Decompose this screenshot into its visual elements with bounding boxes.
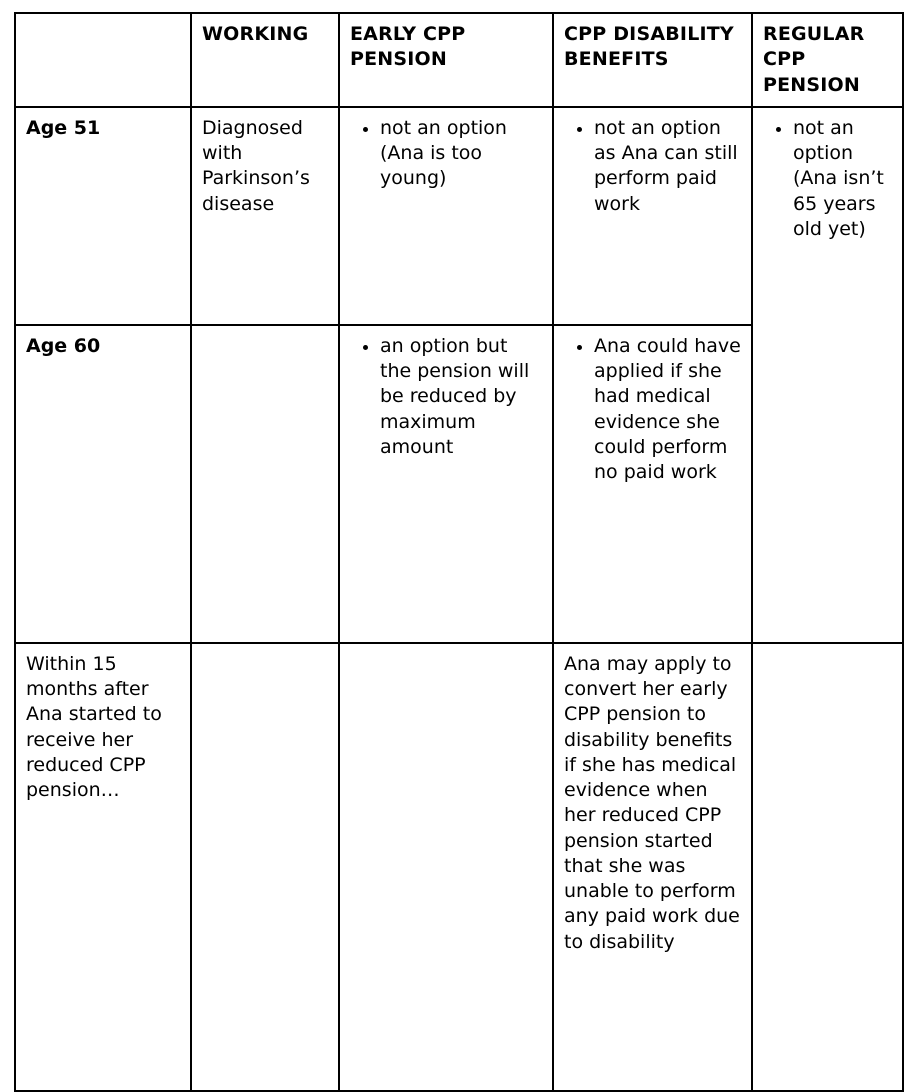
bullet-list [350, 334, 542, 460]
cell-working-age-60 [191, 325, 339, 643]
row-label-age-51: Age 51 [15, 107, 191, 325]
list-item: • not an option (Ana isn’t 65 years old yet) [793, 116, 892, 242]
header-cell-blank [15, 13, 191, 107]
cell-disability-within-15-months: Ana may apply to convert her early CPP pension to disability benefits if she has medical evidence when her reduced CPP pension started that she was unable to perform any paid work due to disability [553, 643, 752, 1091]
cell-regular-cpp-age-51 [752, 107, 903, 643]
cell-working-age-51: Diagnosed with Parkinson’s disease [191, 107, 339, 325]
cell-early-cpp-age-51 [339, 107, 553, 325]
cell-working-within-15-months [191, 643, 339, 1091]
header-cell-cpp-disability-benefits: CPP DISABILITY BENEFITS [553, 13, 752, 107]
bullet-list [564, 116, 741, 217]
list-item: • not an option (Ana is too young) [380, 116, 542, 192]
bullet-list [763, 116, 892, 242]
document-page [0, 12, 914, 1062]
header-cell-early-cpp-pension: EARLY CPP PENSION [339, 13, 553, 107]
list-item: • not an option as Ana can still perform paid work [594, 116, 741, 217]
cpp-comparison-table [14, 12, 904, 1092]
row-label-age-60: Age 60 [15, 325, 191, 643]
bullet-list [350, 116, 542, 192]
header-cell-working: WORKING [191, 13, 339, 107]
list-item: • an option but the pension will be reduced by maximum amount [380, 334, 542, 460]
table-row [15, 643, 903, 1091]
list-item: • Ana could have applied if she had medical evidence she could perform no paid work [594, 334, 741, 486]
table-row [15, 107, 903, 325]
cell-early-cpp-within-15-months [339, 643, 553, 1091]
cell-early-cpp-age-60 [339, 325, 553, 643]
table-header-row [15, 13, 903, 107]
row-label-within-15-months: Within 15 months after Ana started to receive her reduced CPP pension… [15, 643, 191, 1091]
cell-disability-age-51 [553, 107, 752, 325]
cell-disability-age-60 [553, 325, 752, 643]
header-cell-regular-cpp-pension: REGULAR CPP PENSION [752, 13, 903, 107]
bullet-list [564, 334, 741, 486]
cell-regular-cpp-within-15-months [752, 643, 903, 1091]
